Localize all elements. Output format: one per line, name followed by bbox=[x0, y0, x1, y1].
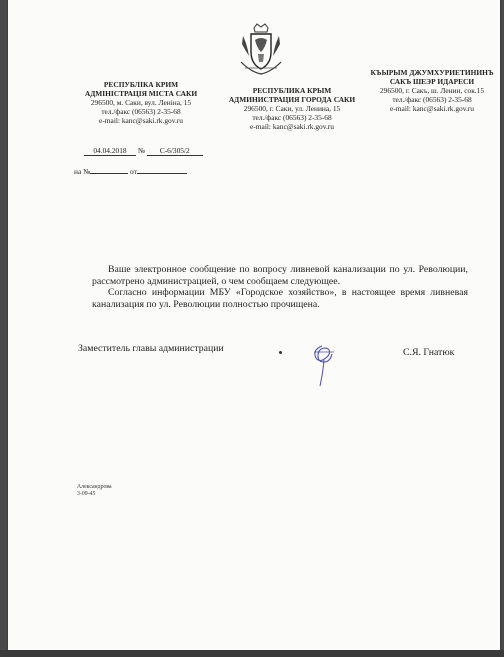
header-right-phone: тел./факс (06563) 2-35-68 bbox=[392, 95, 472, 104]
signatory-position: Заместитель главы администрации bbox=[78, 343, 224, 354]
body-paragraph-1: Ваше электронное сообщение по вопросу ливневой канализации по ул. Революции, рассмотрено администрацией, о чем сообщаем следующее. bbox=[92, 264, 468, 287]
header-right-address: 296500, г. Сакъ, ш. Ленин, сок.15 bbox=[379, 86, 485, 95]
outgoing-number-prefix: № bbox=[137, 146, 145, 155]
header-left-phone: тел./факс (06563) 2-35-68 bbox=[101, 107, 181, 116]
outgoing-date: 04.04.2018 bbox=[84, 146, 136, 156]
header-left-address: 296500, м. Саки, вул. Леніна, 15 bbox=[90, 98, 192, 107]
scan-border bbox=[0, 650, 504, 657]
header-right-email: e-mail: kanc@saki.rk.gov.ru bbox=[390, 104, 474, 113]
executor-name: Александрова bbox=[77, 484, 112, 490]
reply-number-prefix: на № bbox=[74, 167, 91, 176]
handwritten-signature-icon bbox=[308, 340, 340, 392]
ink-dot bbox=[279, 351, 282, 354]
body-paragraph-2: Согласно информации МБУ «Городское хозяйство», в настоящее время ливневая канализация по ул. Революции полностью прочищена. bbox=[92, 287, 468, 310]
header-block-ukrainian bbox=[72, 80, 210, 125]
reply-number bbox=[90, 173, 128, 174]
executor-note bbox=[77, 484, 112, 498]
header-block-russian bbox=[228, 86, 356, 131]
letter-sheet bbox=[8, 0, 500, 650]
header-left-republic: РЕСПУБЛІКА КРИМ bbox=[103, 80, 179, 89]
header-center-address: 296500, г. Саки, ул. Ленина, 15 bbox=[243, 104, 341, 113]
letter-body bbox=[92, 264, 468, 310]
executor-phone: 3-09-45 bbox=[77, 491, 96, 497]
outgoing-registration bbox=[84, 146, 203, 156]
reply-date bbox=[137, 173, 187, 174]
header-center-phone: тел./факс (06563) 2-35-68 bbox=[252, 113, 332, 122]
header-right-administration: САКЪ ШЕЭР ИДАРЕСИ bbox=[389, 77, 475, 86]
header-left-administration: АДМІНІСТРАЦІЯ МІСТА САКИ bbox=[84, 89, 198, 98]
coat-of-arms-icon bbox=[239, 22, 283, 76]
signatory-name: С.Я. Гнатюк bbox=[403, 347, 455, 358]
header-center-email: e-mail: kanc@saki.rk.gov.ru bbox=[250, 122, 334, 131]
reply-registration bbox=[74, 167, 187, 176]
header-left-email: e-mail: kanc@saki.rk.gov.ru bbox=[99, 116, 183, 125]
outgoing-number: С-6/305/2 bbox=[147, 146, 203, 156]
header-right-republic: КЪЫРЫМ ДЖУМХУРИЕТИНИНЪ bbox=[370, 68, 494, 77]
header-center-republic: РЕСПУБЛИКА КРЫМ bbox=[252, 86, 332, 95]
header-block-crimean-tatar bbox=[364, 68, 500, 113]
reply-from-label: от bbox=[130, 167, 137, 176]
header-center-administration: АДМИНИСТРАЦИЯ ГОРОДА САКИ bbox=[228, 95, 356, 104]
